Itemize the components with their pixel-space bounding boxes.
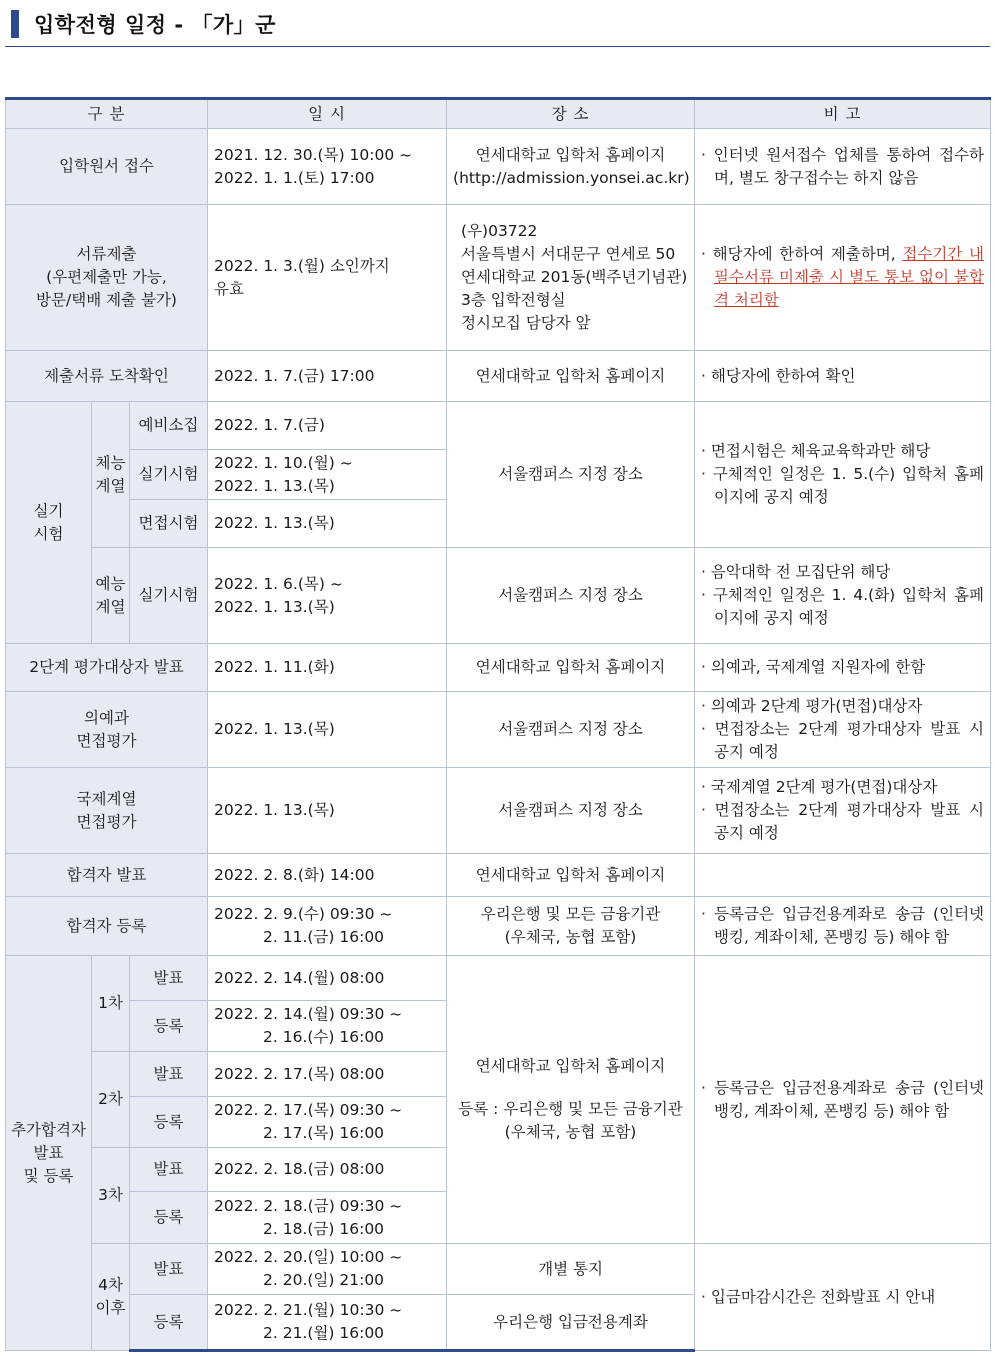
note-stage2: · 의예과, 국제계열 지원자에 한함 [695,644,991,692]
table-row [6,897,991,956]
place-register: 우리은행 및 모든 금융기관 (우체국, 농협 포함) [447,897,695,956]
category-additional: 추가합격자 발표 및 등록 [6,956,92,1351]
title-divider [5,46,990,47]
table-row [6,768,991,854]
note-announce [695,854,991,897]
header-note: 비 고 [695,99,991,129]
category-intl-interview: 국제계열 면접평가 [6,768,208,854]
place-stage2: 연세대학교 입학처 홈페이지 [447,644,695,692]
round3-reg-date: 2022. 2. 18.(금) 09:30 ~ 2. 18.(금) 16:00 [208,1192,447,1244]
round3-announce-date: 2022. 2. 18.(금) 08:00 [208,1148,447,1192]
category-stage2: 2단계 평가대상자 발표 [6,644,208,692]
note-register: · 등록금은 입금전용계좌로 송금 (인터넷 뱅킹, 계좌이체, 폰뱅킹 등) 해야 함 [695,897,991,956]
table-row [6,956,991,1001]
date-prelim: 2022. 1. 7.(금) [208,402,447,450]
note-documents: · 해당자에 한하여 제출하며, 접수기간 내 필수서류 미제출 시 별도 통보 없이 불합격 처리함 [695,205,991,351]
category-documents: 서류제출 (우편제출만 가능, 방문/택배 제출 불가) [6,205,208,351]
table-row [6,351,991,402]
place-arts: 서울캠퍼스 지정 장소 [447,548,695,644]
page-title: 입학전형 일정 - 「가」군 [34,13,276,37]
round1-announce-type: 발표 [130,956,208,1001]
table-row [6,548,991,644]
note-med-interview: · 의예과 2단계 평가(면접)대상자 · 면접장소는 2단계 평가대상자 발표 시 공지 예정 [695,692,991,768]
header-category: 구 분 [6,99,208,129]
date-med-interview: 2022. 1. 13.(목) [208,692,447,768]
date-sports-skill: 2022. 1. 10.(월) ~ 2022. 1. 13.(목) [208,450,447,500]
place-additional: 연세대학교 입학처 홈페이지 등록 : 우리은행 및 모든 금융기관 (우체국, 농협 포함) [447,956,695,1244]
round4-announce-date: 2022. 2. 20.(일) 10:00 ~ 2. 20.(일) 21:00 [208,1244,447,1295]
place-r4-reg: 우리은행 입금전용계좌 [447,1295,695,1351]
table-row [6,129,991,205]
place-r4-announce: 개별 통지 [447,1244,695,1295]
table-row [6,1244,991,1295]
round4-reg-date: 2022. 2. 21.(월) 10:30 ~ 2. 21.(월) 16:00 [208,1295,447,1351]
category-announce: 합격자 발표 [6,854,208,897]
table-row [6,692,991,768]
date-announce: 2022. 2. 8.(화) 14:00 [208,854,447,897]
date-doc-check: 2022. 1. 7.(금) 17:00 [208,351,447,402]
sports-label: 체능 계열 [92,402,130,548]
note-application: · 인터넷 원서접수 업체를 통하여 접수하며, 별도 창구접수는 하지 않음 [695,129,991,205]
header-date: 일 시 [208,99,447,129]
round2-announce-date: 2022. 2. 17.(목) 08:00 [208,1052,447,1097]
category-doc-check: 제출서류 도착확인 [6,351,208,402]
category-register: 합격자 등록 [6,897,208,956]
place-application: 연세대학교 입학처 홈페이지 (http://admission.yonsei.ac.kr) [447,129,695,205]
round4-label: 4차 이후 [92,1244,130,1351]
round2-reg-type: 등록 [130,1097,208,1148]
table-row [6,402,991,450]
place-doc-check: 연세대학교 입학처 홈페이지 [447,351,695,402]
note-r4: · 입금마감시간은 전화발표 시 안내 [695,1244,991,1351]
round1-reg-type: 등록 [130,1001,208,1052]
header-place: 장 소 [447,99,695,129]
round3-label: 3차 [92,1148,130,1244]
type-sports-skill: 실기시험 [130,450,208,500]
place-med-interview: 서울캠퍼스 지정 장소 [447,692,695,768]
note-arts: · 음악대학 전 모집단위 해당 · 구체적인 일정은 1. 4.(화) 입학처 홈페이지에 공지 예정 [695,548,991,644]
arts-label: 예능 계열 [92,548,130,644]
warning-text: 접수기간 내 필수서류 미제출 시 별도 통보 없이 불합격 처리함 [714,245,985,309]
date-intl-interview: 2022. 1. 13.(목) [208,768,447,854]
round3-announce-type: 발표 [130,1148,208,1192]
place-documents: (우)03722 서울특별시 서대문구 연세로 50 연세대학교 201동(백주년기념관) 3층 입학전형실 정시모집 담당자 앞 [447,205,695,351]
round2-announce-type: 발표 [130,1052,208,1097]
round3-reg-type: 등록 [130,1192,208,1244]
date-interview: 2022. 1. 13.(목) [208,500,447,548]
table-row [6,644,991,692]
date-register: 2022. 2. 9.(수) 09:30 ~ 2. 11.(금) 16:00 [208,897,447,956]
place-intl-interview: 서울캠퍼스 지정 장소 [447,768,695,854]
round2-reg-date: 2022. 2. 17.(목) 09:30 ~ 2. 17.(목) 16:00 [208,1097,447,1148]
date-stage2: 2022. 1. 11.(화) [208,644,447,692]
title-accent-bar [11,10,19,38]
round4-reg-type: 등록 [130,1295,208,1351]
type-interview: 면접시험 [130,500,208,548]
date-arts-skill: 2022. 1. 6.(목) ~ 2022. 1. 13.(목) [208,548,447,644]
note-doc-check: · 해당자에 한하여 확인 [695,351,991,402]
place-sports: 서울캠퍼스 지정 장소 [447,402,695,548]
round1-reg-date: 2022. 2. 14.(월) 09:30 ~ 2. 16.(수) 16:00 [208,1001,447,1052]
date-documents: 2022. 1. 3.(월) 소인까지 유효 [208,205,447,351]
category-application: 입학원서 접수 [6,129,208,205]
round2-label: 2차 [92,1052,130,1148]
round1-announce-date: 2022. 2. 14.(월) 08:00 [208,956,447,1001]
schedule-table [5,97,991,1352]
note-additional: · 등록금은 입금전용계좌로 송금 (인터넷 뱅킹, 계좌이체, 폰뱅킹 등) 해야 함 [695,956,991,1244]
round4-announce-type: 발표 [130,1244,208,1295]
category-practical: 실기 시험 [6,402,92,644]
place-announce: 연세대학교 입학처 홈페이지 [447,854,695,897]
round1-label: 1차 [92,956,130,1052]
date-application: 2021. 12. 30.(목) 10:00 ~ 2022. 1. 1.(토) 17:00 [208,129,447,205]
title-bar [0,0,990,46]
table-header-row [6,99,991,129]
category-med-interview: 의예과 면접평가 [6,692,208,768]
table-row [6,854,991,897]
note-intl-interview: · 국제계열 2단계 평가(면접)대상자 · 면접장소는 2단계 평가대상자 발표 시 공지 예정 [695,768,991,854]
type-prelim: 예비소집 [130,402,208,450]
type-arts-skill: 실기시험 [130,548,208,644]
note-sports: · 면접시험은 체육교육학과만 해당 · 구체적인 일정은 1. 5.(수) 입학처 홈페이지에 공지 예정 [695,402,991,548]
table-row [6,205,991,351]
